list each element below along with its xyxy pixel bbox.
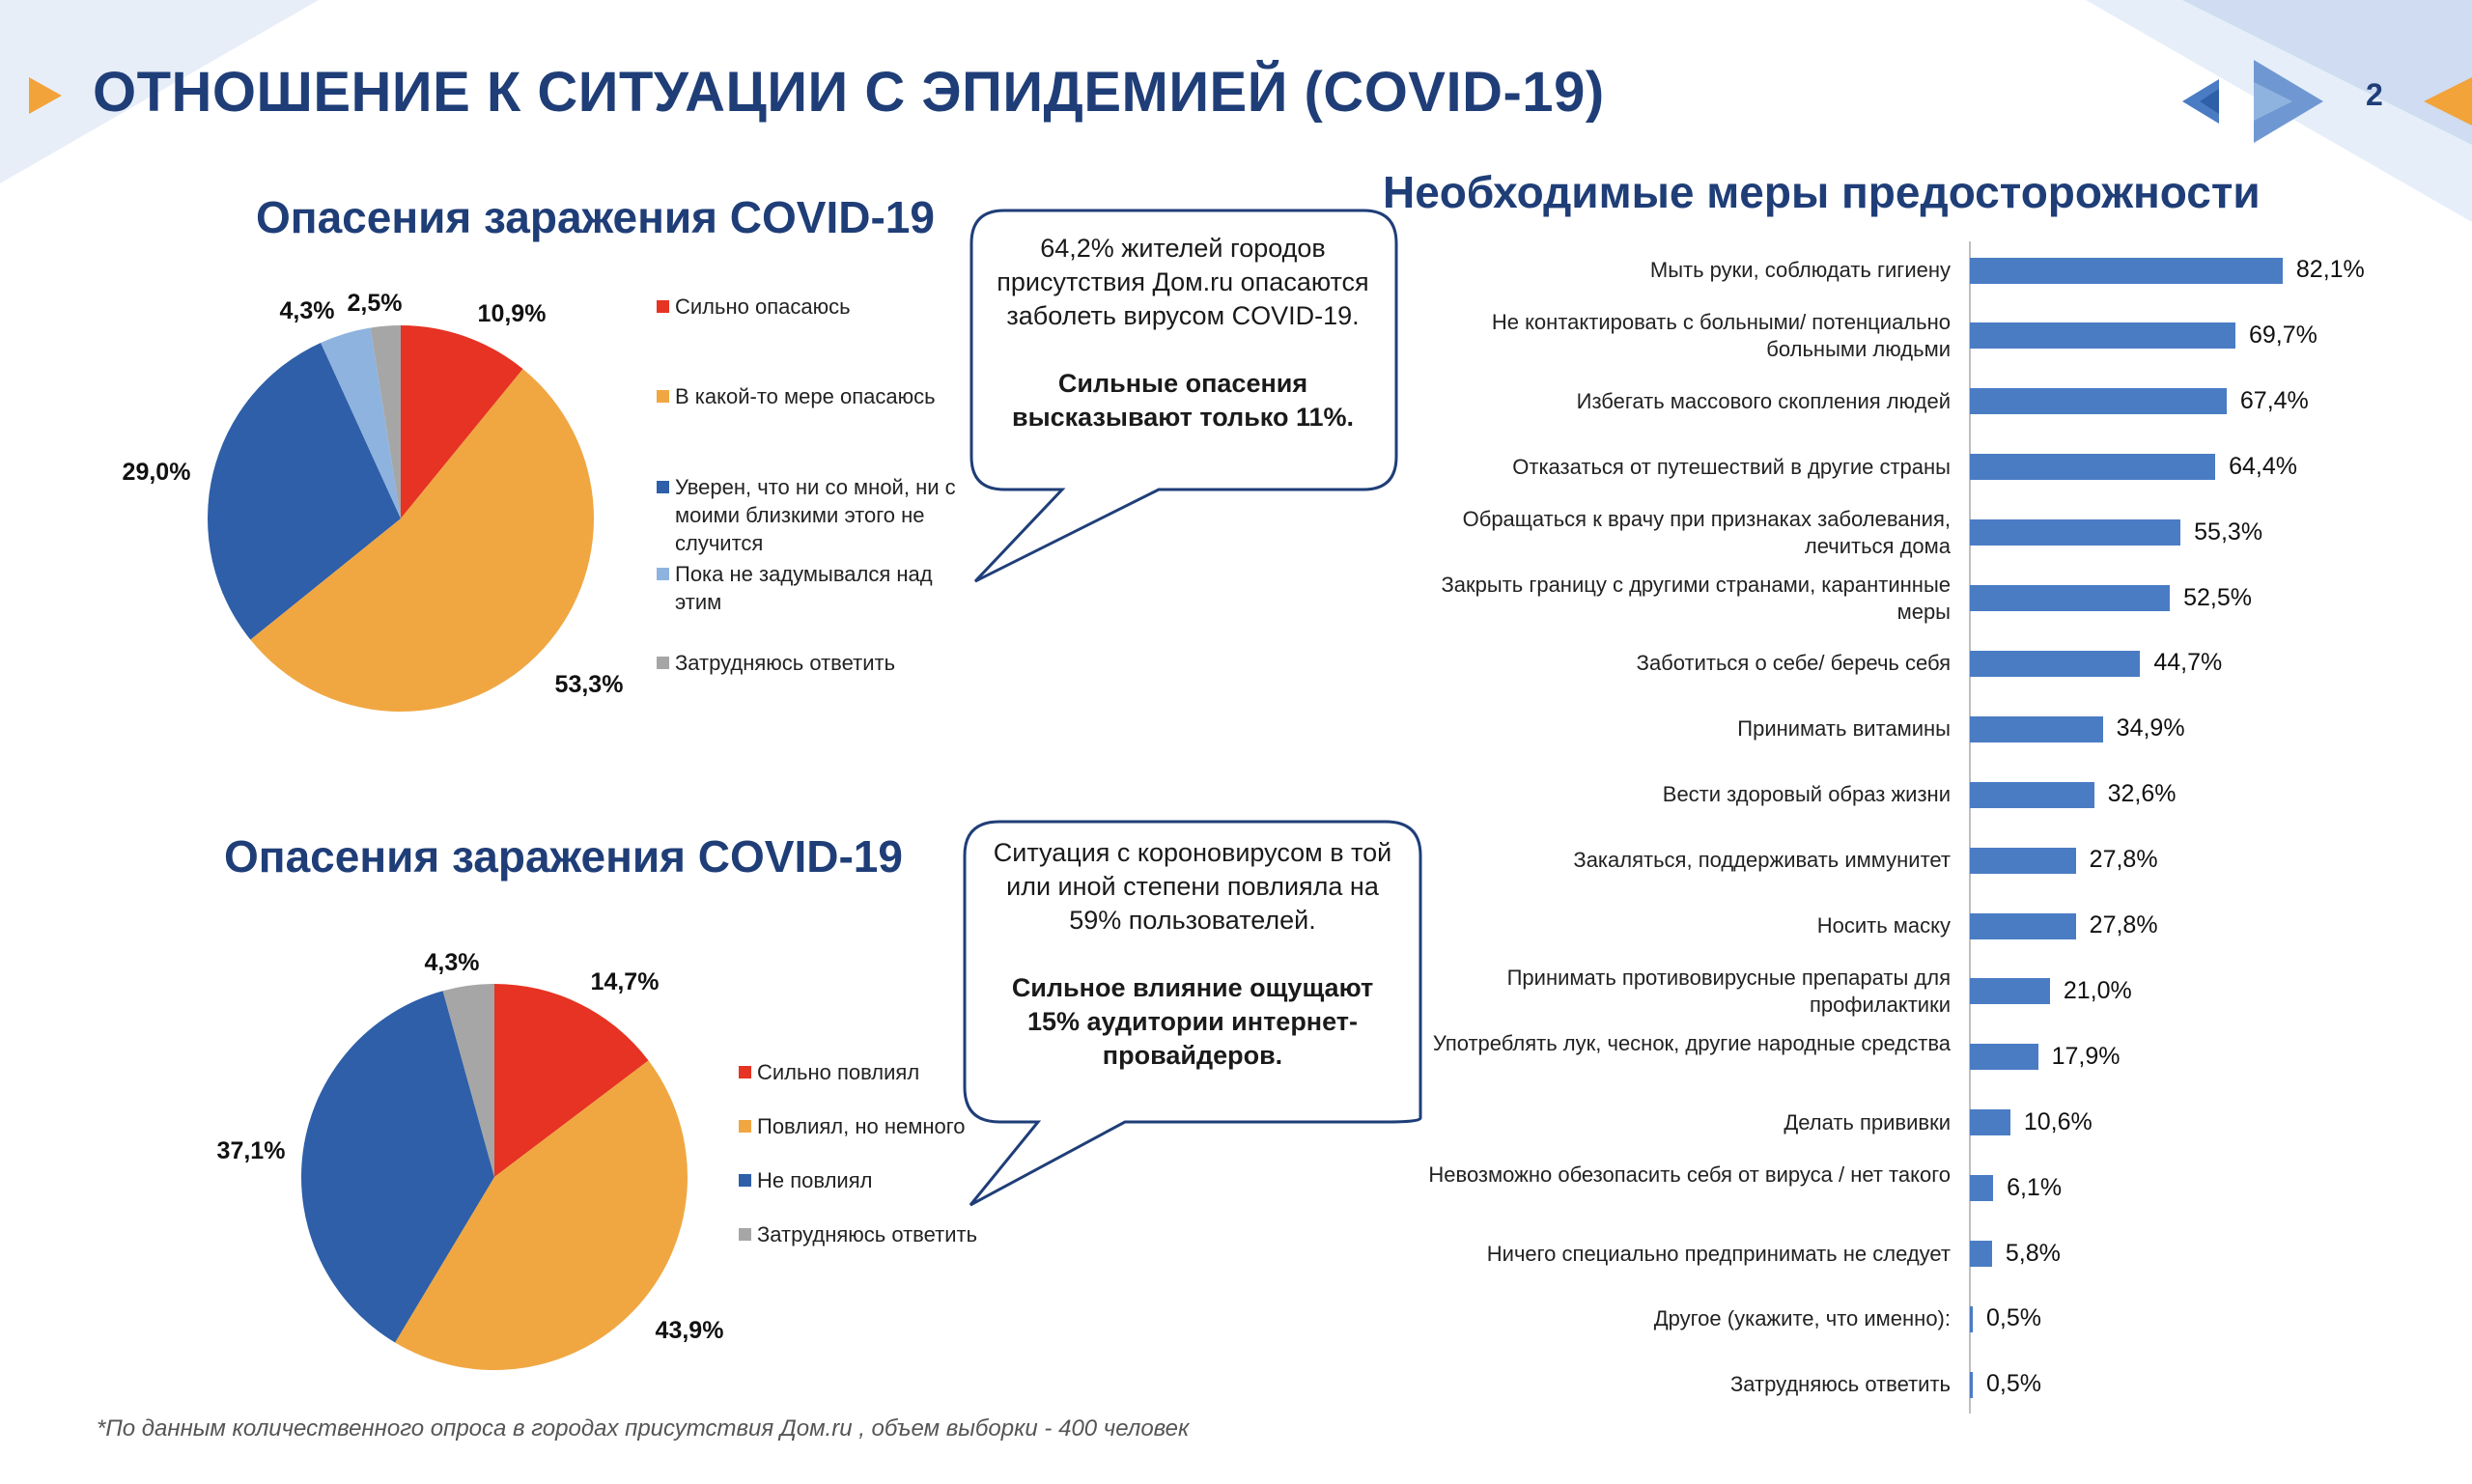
bar-category-label: Вести здоровый образ жизни (1662, 782, 1951, 807)
bar (1970, 258, 2283, 284)
legend-label: Сильно повлиял (757, 1060, 920, 1084)
bar (1970, 388, 2227, 414)
bar-category-label: Мыть руки, соблюдать гигиену (1649, 258, 1951, 282)
bar (1970, 651, 2140, 677)
pie-chart-fear (0, 270, 676, 753)
bar (1970, 1241, 1992, 1267)
bar-category-label: Закрыть границу с другими странами, карантинные меры (1441, 572, 1951, 624)
pie2-title: Опасения заражения COVID-19 (224, 831, 903, 882)
legend-label: Повлиял, но немного (757, 1114, 966, 1138)
bar-value-label: 32,6% (2107, 780, 2177, 808)
legend-swatch (657, 568, 669, 580)
bar-value-label: 10,6% (2023, 1107, 2093, 1135)
bar-value-label: 52,5% (2183, 583, 2252, 611)
bar-category-label: Принимать витамины (1737, 716, 1951, 742)
title-arrow-icon (29, 77, 62, 114)
callout-bottom-strong: Сильное влияние ощущают 15% аудитории интернет-провайдеров. (1011, 973, 1374, 1070)
pie-slice-label: 10,9% (477, 300, 547, 327)
bar-chart-precautions (1333, 241, 2453, 1424)
legend-swatch (657, 300, 669, 313)
prev-arrow-icon[interactable] (2178, 77, 2227, 126)
bar-value-label: 0,5% (1986, 1304, 2041, 1332)
bar-axis (1969, 241, 1971, 1414)
legend-label: Сильно опасаюсь (675, 294, 851, 319)
legend-label: Затрудняюсь ответить (675, 651, 896, 675)
bar (1970, 519, 2180, 546)
bar-value-label: 27,8% (2089, 911, 2158, 938)
legend-item (657, 293, 975, 321)
callout-top-strong: Сильные опасения высказывают только 11%. (1011, 369, 1355, 432)
legend-item (657, 473, 975, 557)
bar-category-label: Принимать противовирусные препараты для профилактики (1506, 965, 1951, 1017)
pie-slice-label: 14,7% (590, 968, 660, 995)
bar-value-label: 0,5% (1986, 1370, 2041, 1398)
bar-category-label: Ничего специально предпринимать не следует (1486, 1241, 1951, 1266)
bar-value-label: 34,9% (2116, 714, 2185, 742)
bar-value-label: 5,8% (2005, 1239, 2061, 1267)
bar-category-label: Употреблять лук, чеснок, другие народные средства (1432, 1030, 1951, 1055)
pie-slice-label: 2,5% (347, 290, 403, 317)
legend-swatch (739, 1120, 751, 1133)
legend-item (657, 560, 946, 616)
bar (1970, 454, 2215, 480)
bar-category-label: Обращаться к врачу при признаках заболевания, лечиться дома (1462, 506, 1951, 558)
bar-value-label: 17,9% (2051, 1042, 2121, 1070)
legend-swatch (739, 1066, 751, 1078)
bar (1970, 1372, 1973, 1398)
bar-chart-title: Необходимые меры предосторожности (1383, 167, 2261, 217)
bar (1970, 322, 2235, 349)
bar-category-label: Делать прививки (1784, 1109, 1951, 1134)
pie-slice-label: 4,3% (279, 297, 335, 324)
bar-value-label: 27,8% (2089, 846, 2158, 874)
legend-item (657, 382, 975, 410)
legend-swatch (657, 657, 669, 669)
bar-category-label: Носить маску (1816, 913, 1951, 938)
bar (1970, 848, 2076, 874)
bar (1970, 1175, 1993, 1201)
page-title: ОТНОШЕНИЕ К СИТУАЦИИ С ЭПИДЕМИЕЙ (COVID-19) (93, 61, 1605, 124)
pie-slice-label: 43,9% (655, 1317, 724, 1344)
bar (1970, 913, 2076, 939)
bar (1970, 978, 2050, 1004)
bar-value-label: 69,7% (2248, 321, 2318, 349)
bar-category-label: Отказаться от путешествий в другие страны (1512, 454, 1951, 479)
bar-value-label: 82,1% (2295, 256, 2365, 283)
bar (1970, 585, 2170, 611)
legend-swatch (739, 1174, 751, 1187)
bar-value-label: 67,4% (2239, 386, 2309, 414)
next-arrow-icon[interactable] (2250, 58, 2327, 145)
legend-swatch (739, 1228, 751, 1241)
legend-item (739, 1220, 1057, 1248)
page-number: 2 (2366, 77, 2383, 112)
legend-swatch (657, 481, 669, 493)
legend-label: Не повлиял (757, 1168, 873, 1192)
bar-value-label: 64,4% (2229, 452, 2297, 480)
pie-slice-label: 29,0% (122, 459, 191, 486)
legend-item (657, 649, 975, 677)
bar (1970, 1109, 2010, 1135)
legend-label: Уверен, что ни со мной, ни с моими близкими этого не случится (675, 475, 956, 555)
bar-category-label: Заботиться о себе/ беречь себя (1636, 651, 1951, 676)
right-edge-arrow-icon (2424, 77, 2472, 126)
bar-category-label: Затрудняюсь ответить (1729, 1372, 1951, 1397)
bar-category-label: Другое (укажите, что именно): (1653, 1306, 1951, 1331)
legend-label: Пока не задумывался над этим (675, 562, 933, 614)
bar-value-label: 6,1% (2007, 1173, 2063, 1201)
pie1-title: Опасения заражения COVID-19 (256, 192, 935, 242)
bar-category-label: Закаляться, поддерживать иммунитет (1573, 848, 1951, 873)
bar (1970, 1306, 1973, 1332)
pie-slice-label: 4,3% (424, 949, 480, 976)
bar-value-label: 55,3% (2194, 518, 2263, 546)
bar-category-label: Не контактировать с больными/ потенциально больными людьми (1491, 309, 1951, 361)
callout-top (995, 232, 1371, 434)
footnote: *По данным количественного опроса в городах присутствия Дом.ru , объем выборки - 400 человек (97, 1415, 1190, 1442)
legend-swatch (657, 390, 669, 403)
bar (1970, 782, 2094, 808)
bar-value-label: 21,0% (2063, 976, 2132, 1004)
callout-top-text: 64,2% жителей городов присутствия Дом.ru опасаются заболеть вирусом COVID-19. (997, 234, 1369, 330)
pie-slice-label: 53,3% (554, 671, 624, 698)
pie-chart-impact (145, 927, 772, 1390)
pie-slice-label: 37,1% (216, 1137, 286, 1164)
callout-bottom-text: Ситуация с короновирусом в той или иной степени повлияла на 59% пользователей. (993, 838, 1392, 935)
bar (1970, 716, 2103, 742)
bar (1970, 1044, 2038, 1070)
bar-category-label: Невозможно обезопасить себя от вируса / нет такого (1428, 1162, 1951, 1187)
legend-label: Затрудняюсь ответить (757, 1222, 978, 1246)
legend-label: В какой-то мере опасаюсь (675, 384, 936, 408)
bar-value-label: 44,7% (2153, 649, 2223, 677)
bar-category-label: Избегать массового скопления людей (1576, 388, 1951, 413)
